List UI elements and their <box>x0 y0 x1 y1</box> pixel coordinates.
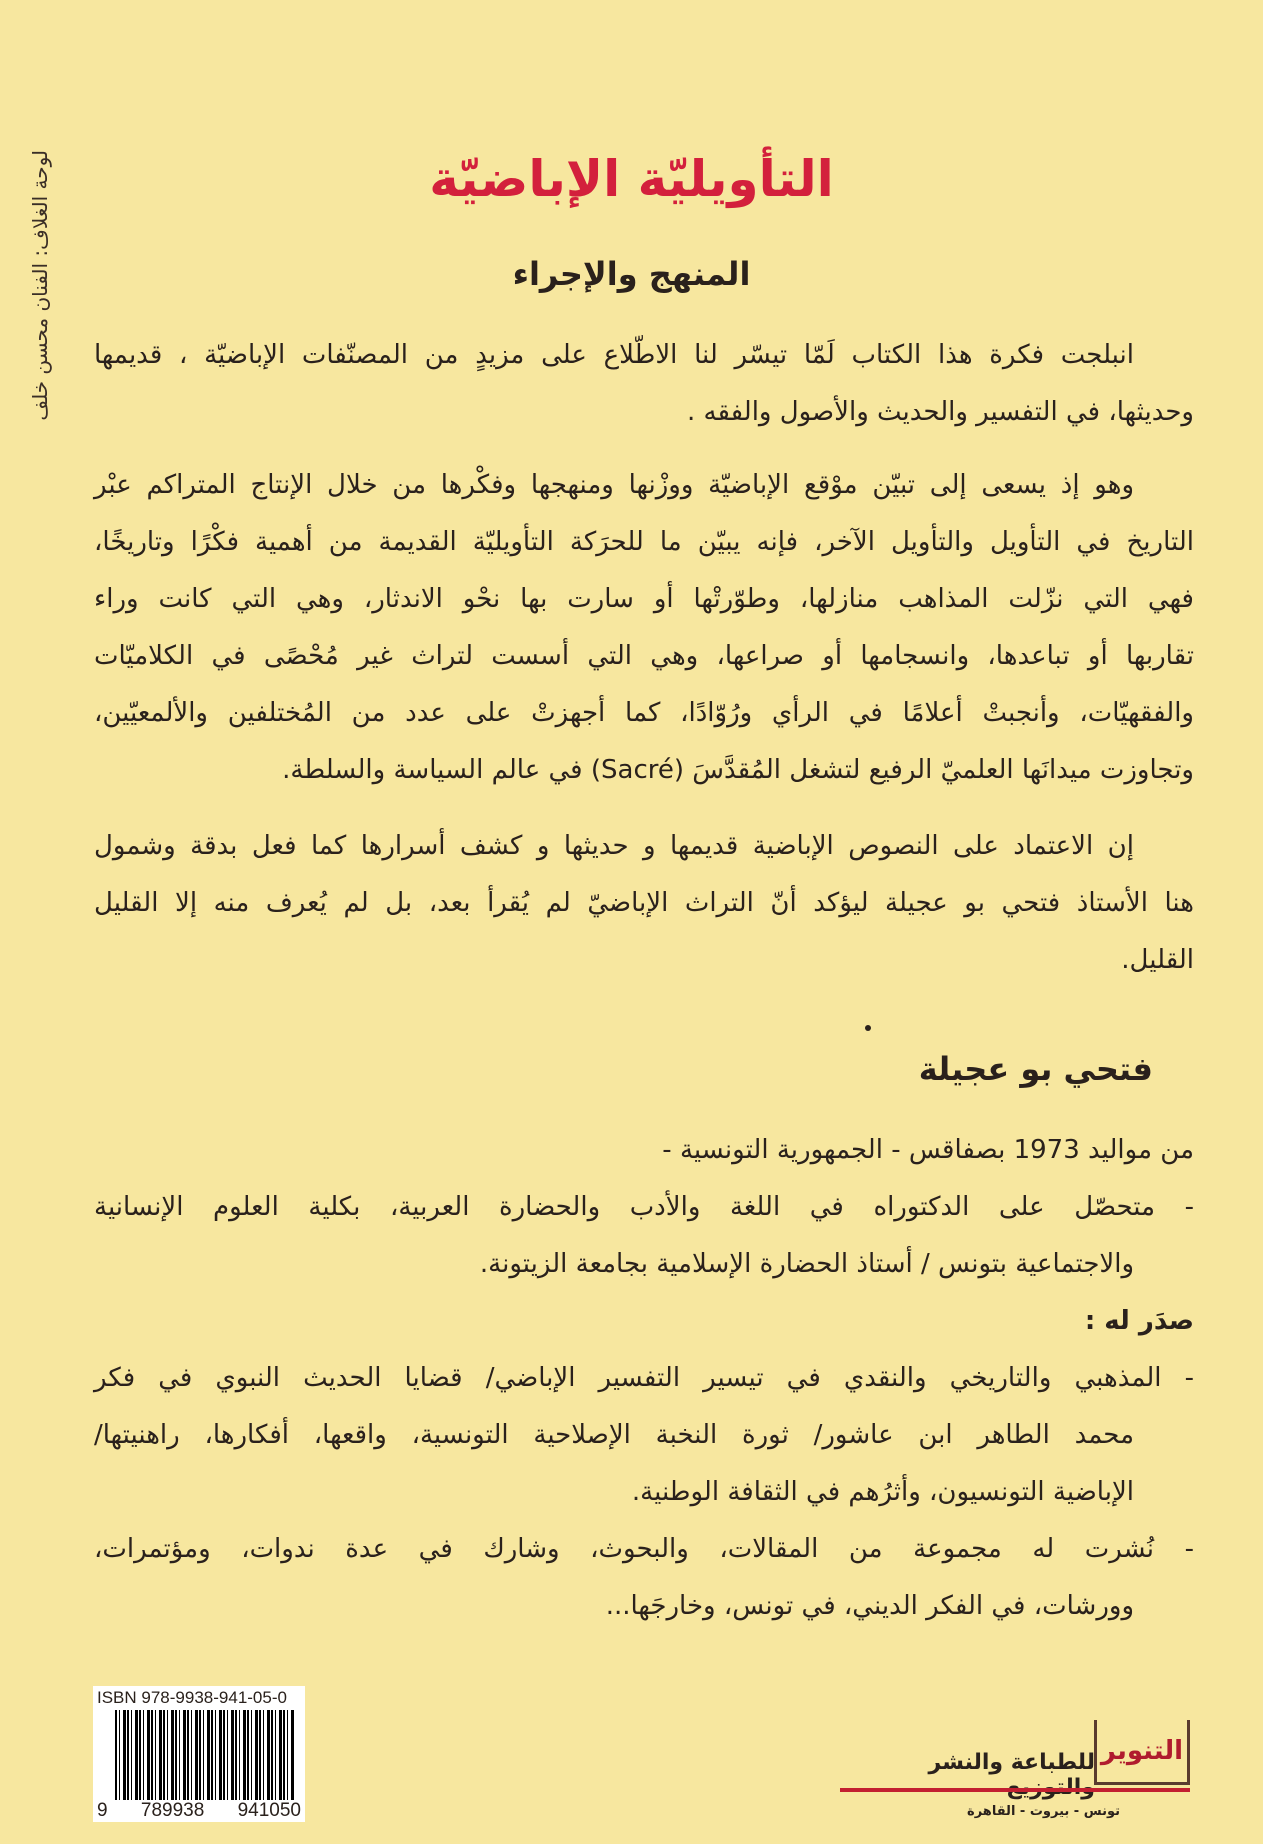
barcode-digits <box>97 1800 301 1822</box>
text-line: والفقهيّات، وأنجبتْ أعلامًا في الرأي ورُوّادًا، كما أجهزتْ على عدد من المُختلفين والألمعيّين، <box>94 698 1194 728</box>
works-line: وورشات، في الفكر الديني، في تونس، وخارجَها... <box>605 1591 1134 1621</box>
text-line: إن الاعتماد على النصوص الإباضية قديمها و حديثها و كشف أسرارها كما فعل بدقة وشمول <box>94 831 1134 861</box>
works-line: محمد الطاهر ابن عاشور/ ثورة النخبة الإصلاحية التونسية، واقعها، أفكارها، راهنيتها/ <box>94 1420 1134 1450</box>
bio-line: من مواليد 1973 بصفاقس - الجمهورية التونسية - <box>662 1135 1194 1165</box>
text-line: هنا الأستاذ فتحي بو عجيلة ليؤكد أنّ التراث الإباضيّ لم يُقرأ بعد، بل لم يُعرف منه إلا القليل <box>94 888 1194 918</box>
text-line: وتجاوزت ميدانَها العلميّ الرفيع لتشغل المُقدَّسَ (Sacré) في عالم السياسة والسلطة. <box>282 755 1194 785</box>
works-line: - نُشرت له مجموعة من المقالات، والبحوث، وشارك في عدة ندوات، ومؤتمرات، <box>94 1534 1194 1564</box>
book-title: التأويليّة الإباضيّة <box>429 150 834 208</box>
paragraph-3 <box>94 818 1194 989</box>
text-line: وحديثها، في التفسير والحديث والأصول والفقه . <box>687 397 1194 427</box>
isbn-barcode <box>93 1686 305 1822</box>
separator-dot <box>865 1025 871 1031</box>
publisher-name: للطباعة والنشر <box>928 1750 1095 1775</box>
text-line: انبلجت فكرة هذا الكتاب لَمّا تيسّر لنا الاطّلاع على مزيدٍ من المصنّفات الإباضيّة ، قديمها <box>94 340 1134 370</box>
works-line: الإباضية التونسيون، وأثرُهم في الثقافة الوطنية. <box>631 1477 1134 1507</box>
works-line: - المذهبي والتاريخي والنقدي في تيسير التفسير الإباضي/ قضايا الحديث النبوي في فكر <box>94 1363 1194 1393</box>
publisher-logo-icon: التنوير <box>1094 1720 1190 1785</box>
barcode-digit-group: 789938 <box>140 1800 205 1821</box>
text-line: التاريخ في التأويل والتأويل الآخر، فإنه يبيّن ما للحرَكة التأويليّة القديمة من أهمية فكْرًا وتاريخًا، <box>94 527 1194 557</box>
barcode-digit-group: 9 <box>97 1800 108 1821</box>
barcode-digit-group: 941050 <box>237 1800 301 1821</box>
cover-art-credit: لوحة الغلاف: الفنان محسن خلف <box>28 150 52 421</box>
author-name: فتحي بو عجيلة <box>918 1050 1153 1088</box>
works-heading: صدَر له : <box>1084 1306 1194 1336</box>
text-line: وهو إذ يسعى إلى تبيّن موْقع الإباضيّة ووزْنها ومنهجها وفكْرها من خلال الإنتاج المتراكم عبْر <box>94 470 1134 500</box>
text-line: القليل. <box>1121 945 1194 975</box>
paragraph-2 <box>94 457 1194 799</box>
bio-line: والاجتماعية بتونس / أستاذ الحضارة الإسلامية بجامعة الزيتونة. <box>479 1249 1134 1279</box>
barcode-bars <box>115 1710 295 1800</box>
paragraph-1 <box>94 327 1194 441</box>
publisher-divider <box>840 1788 1190 1792</box>
bio-line: - متحصّل على الدكتوراه في اللغة والأدب والحضارة العربية، بكلية العلوم الإنسانية <box>94 1192 1194 1222</box>
text-line: تقاربها أو تباعدها، وانسجامها أو صراعها، وهي التي أسست لتراث غير مُحْصًى في الكلاميّات <box>94 641 1194 671</box>
publisher-block <box>840 1720 1190 1830</box>
publisher-cities: تونس - بيروت - القاهرة <box>967 1804 1120 1819</box>
isbn-label: ISBN 978-9938-941-05-0 <box>97 1688 287 1707</box>
book-subtitle: المنهج والإجراء <box>512 255 751 293</box>
author-bio <box>94 1122 1194 1635</box>
text-line: فهي التي نزّلت المذاهب منازلها، وطوّرتْها أو سارت بها نحْو الاندثار، وهي التي كانت وراء <box>94 584 1194 614</box>
